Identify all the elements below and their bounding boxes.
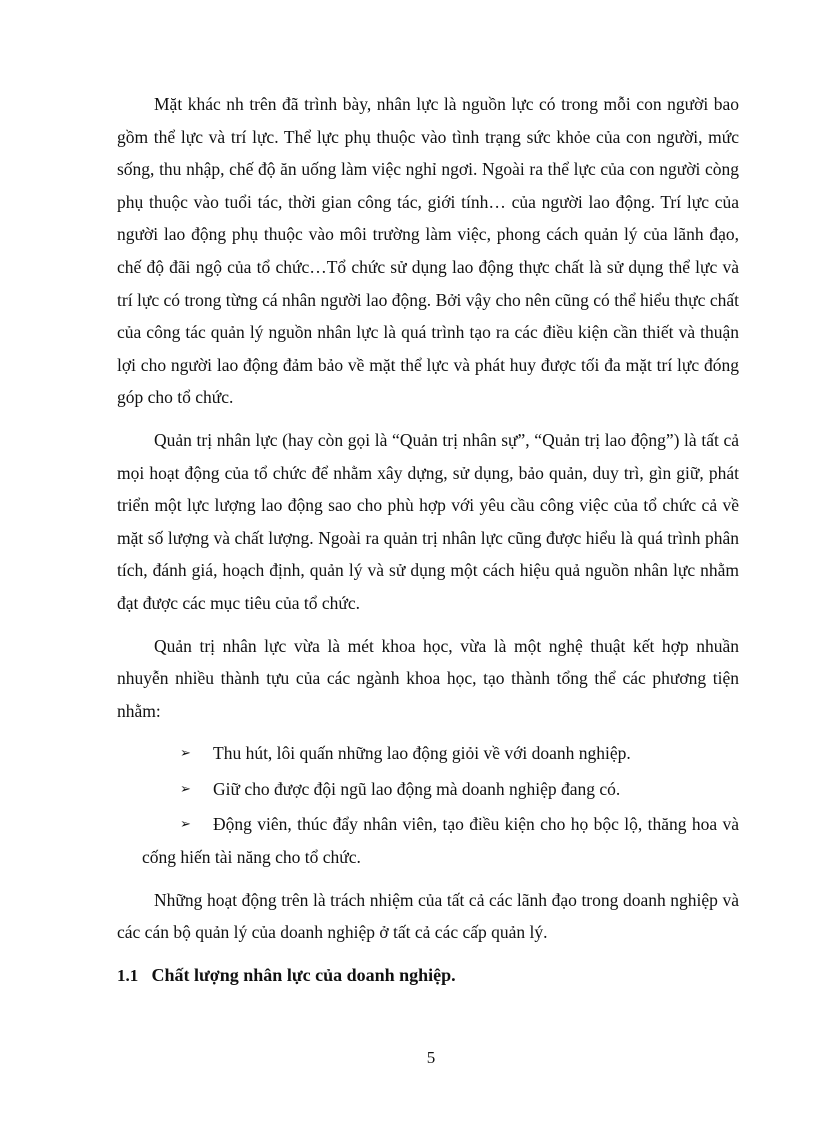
page-number: 5 xyxy=(426,1048,436,1067)
bullet-list xyxy=(117,737,739,873)
list-item xyxy=(117,773,739,806)
paragraph-human-resources: Mặt khác nh trên đã trình bày, nhân lực là nguồn lực có trong mỗi con người bao gồm thể lực và trí lực. Thể lực phụ thuộc vào tình trạng sức khỏe của con người, mức sống, thu nhập, chế độ ăn uống làm việc nghỉ ngơi. Ngoài ra thể lực của con người còng phụ thuộc vào tuổi tác, thời gian công tác, giới tính… của người lao động. Trí lực của người lao động phụ thuộc vào môi trường làm việc, phong cách quản lý của lãnh đạo, chế độ đãi ngộ của tổ chức…Tổ chức sử dụng lao động thực chất là sử dụng thể lực và trí lực có trong từng cá nhân người lao động. Bởi vậy cho nên cũng có thể hiểu thực chất của công tác quản lý nguồn nhân lực là quá trình tạo ra các điều kiện cần thiết và thuận lợi cho người lao động đảm bảo về mặt thể lực và phát huy được tối đa mặt trí lực đóng góp cho tổ chức. xyxy=(117,94,739,408)
list-item-text: Động viên, thúc đẩy nhân viên, tạo điều kiện cho họ bộc lộ, thăng hoa và cống hiến tài năng cho tổ chức. xyxy=(142,814,739,868)
section-number: 1.1 xyxy=(117,965,139,985)
section-title: Chất lượng nhân lực của doanh nghiệp. xyxy=(151,964,456,985)
arrow-bullet-icon: ➢ xyxy=(180,745,191,761)
list-item-text: Giữ cho được đội ngũ lao động mà doanh nghiệp đang có. xyxy=(213,778,621,799)
paragraph-management-responsibility: Những hoạt động trên là trách nhiệm của tất cả các lãnh đạo trong doanh nghiệp và các cán bộ quản lý của doanh nghiệp ở tất cả các cấp quản lý. xyxy=(117,889,739,943)
paragraph-hr-science-art: Quản trị nhân lực vừa là mét khoa học, vừa là một nghệ thuật kết hợp nhuần nhuyễn nhiều thành tựu của các ngành khoa học, tạo thành tổng thể các phương tiện nhằm: xyxy=(117,635,739,721)
list-item xyxy=(117,808,739,873)
document-body xyxy=(117,88,739,1002)
arrow-bullet-icon: ➢ xyxy=(180,816,191,832)
arrow-bullet-icon: ➢ xyxy=(180,780,191,796)
section-heading xyxy=(117,959,739,993)
paragraph-hr-management-definition: Quản trị nhân lực (hay còn gọi là “Quản trị nhân sự”, “Quản trị lao động”) là tất cả mọi hoạt động của tổ chức để nhằm xây dựng, sử dụng, bảo quản, duy trì, gìn giữ, phát triển một lực lượng lao động sao cho phù hợp với yêu cầu công việc của tổ chức cả về mặt số lượng và chất lượng. Ngoài ra quản trị nhân lực cũng được hiểu là quá trình phân tích, đánh giá, hoạch định, quản lý và sử dụng một cách hiệu quả nguồn nhân lực nhằm đạt được các mục tiêu của tổ chức. xyxy=(117,429,739,613)
list-item xyxy=(117,737,739,770)
list-item-text: Thu hút, lôi quấn những lao động giỏi về với doanh nghiệp. xyxy=(213,743,631,764)
